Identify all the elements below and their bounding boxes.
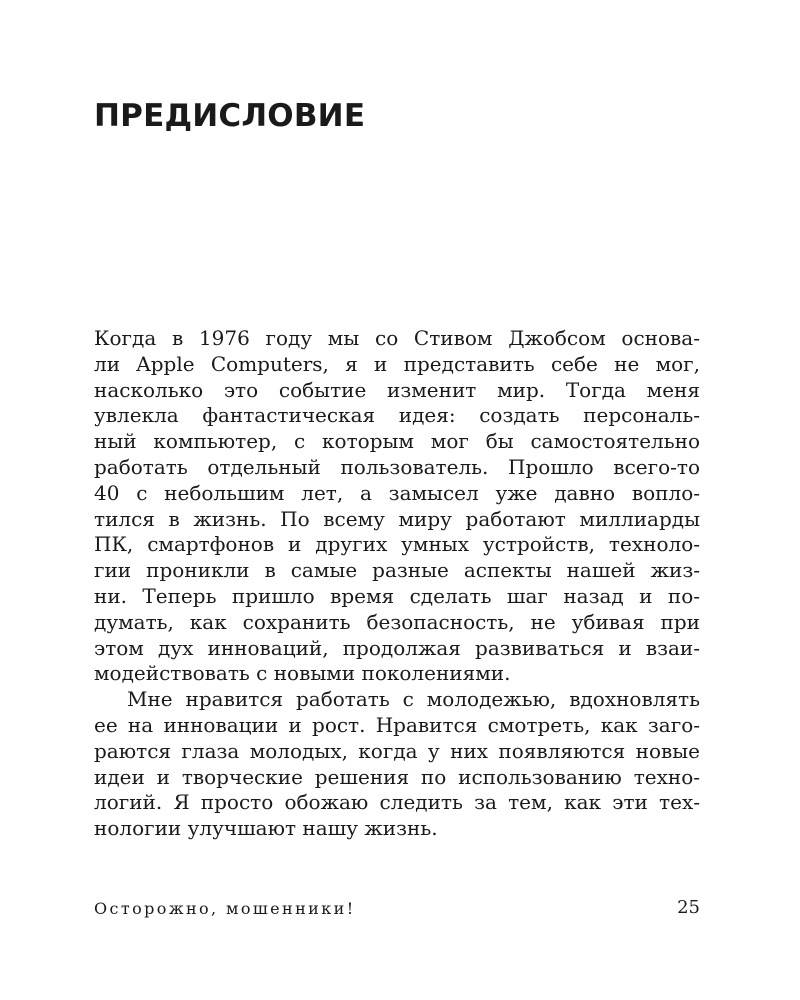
- paragraph-2: [94, 687, 700, 842]
- text-line: идеи и творческие решения по использованию техно-: [94, 764, 700, 789]
- text-line: думать, как сохранить безопасность, не убивая при: [94, 609, 700, 634]
- chapter-title: ПРЕДИСЛОВИЕ: [94, 98, 366, 134]
- text-line: логий. Я просто обожаю следить за тем, как эти тех-: [94, 790, 700, 815]
- text-line: раются глаза молодых, когда у них появляются новые: [94, 738, 700, 763]
- text-line: нологии улучшают нашу жизнь.: [94, 816, 438, 841]
- text-line: ный компьютер, с которым мог бы самостоятельно: [94, 429, 700, 454]
- text-line: ли Apple Computers, я и представить себе не мог,: [94, 351, 700, 376]
- paragraph-1: [94, 326, 700, 687]
- text-line: насколько это событие изменит мир. Тогда меня: [94, 377, 700, 402]
- text-line: 40 с небольшим лет, а замысел уже давно вопло-: [94, 480, 700, 505]
- text-line: гии проникли в самые разные аспекты нашей жиз-: [94, 558, 700, 583]
- body-text: [94, 326, 700, 842]
- text-line: ПК, смартфонов и других умных устройств, техноло-: [94, 532, 700, 557]
- text-line: модействовать с новыми поколениями.: [94, 661, 511, 686]
- text-line: работать отдельный пользователь. Прошло всего-то: [94, 454, 700, 479]
- text-line: Когда в 1976 году мы со Стивом Джобсом основа-: [94, 326, 700, 350]
- running-footer-title: Осторожно, мошенники!: [94, 899, 356, 918]
- text-line: тился в жизнь. По всему миру работают миллиарды: [94, 506, 700, 531]
- text-line: этом дух инноваций, продолжая развиваться и взаи-: [94, 635, 700, 660]
- text-line: Мне нравится работать с молодежью, вдохновлять: [127, 687, 700, 712]
- text-line: увлекла фантастическая идея: создать персональ-: [94, 403, 700, 428]
- text-line: ее на инновации и рост. Нравится смотреть, как заго-: [94, 712, 700, 737]
- text-line: ни. Теперь пришло время сделать шаг назад и по-: [94, 583, 700, 608]
- page-number: 25: [677, 897, 700, 918]
